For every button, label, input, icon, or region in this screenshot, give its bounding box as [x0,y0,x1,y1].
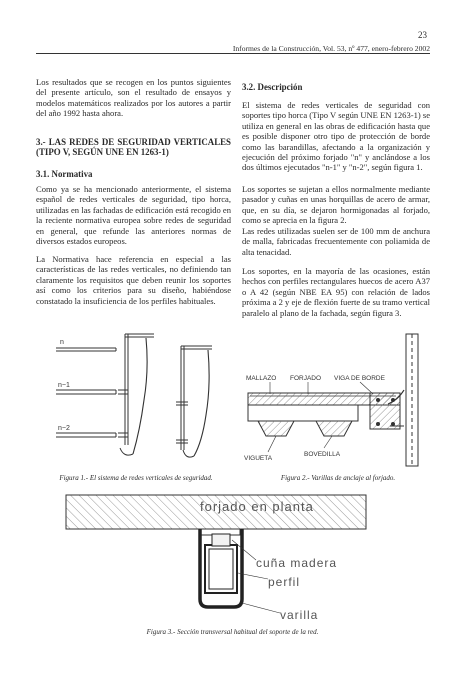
normativa-paragraph-1: Como ya se ha mencionado anteriormente, el sistema español de redes verticales de seguridad, tipo horca, utilizadas en las fachadas de edificación está recogido en la reciente normativa europea sobre redes de seguridad en general, que refunde las anteriores normas de diversos estados europeos. [36,184,231,247]
figure-3-drawing [60,485,405,625]
descripcion-paragraph-1: El sistema de redes verticales de seguridad con soportes tipo horca (Tipo V según UNE EN 1263-1) se utiliza en general en las obras de edificación hasta que es posible disponer otro tipo de protección de borde como las barandillas, afectando a la organización y ejecución del próximo forjado "n" y anclándose a los dos últimos ejecutados "n-1" y "n-2", según figura 1. [242,100,430,173]
label-mallazo: MALLAZO [246,375,277,382]
figure-2-caption: Figura 2.- Varillas de anclaje al forjado. [280,474,396,482]
slab-n-2 [56,433,116,437]
label-n2: n−2 [58,425,70,432]
label-forjado: FORJADO [290,375,322,382]
descripcion-paragraph-4: Los soportes, en la mayoría de las ocasiones, están hechos con perfiles rectangulares huecos de acero A37 o A 42 (según NBE EA 95) con relación de lados próxima a 2 y eje de flexión fuerte de su tramo vertical paralelo al plano de la fachada, según figura 3. [242,266,430,318]
figure-1-drawing [36,330,236,472]
normativa-paragraph-2: La Normativa hace referencia en especial a las características de las redes verticales, no definiendo tan claramente los requisitos que deben reunir los soportes así como los criterios para su diseño, habiéndose constatado la insuficiencia de los perfiles habituales. [36,254,231,306]
label-n1: n−1 [58,382,70,389]
section-heading: 3.- LAS REDES DE SEGURIDAD VERTICALES (TIPO V, SEGÚN UNE EN 1263-1) [36,137,231,158]
label-n: n [60,339,64,346]
label-bovedilla: BOVEDILLA [304,451,341,458]
header-rule [36,53,430,54]
descripcion-paragraph-3: Las redes utilizadas suelen ser de 100 mm de anchura de malla, fabricadas frecuentemente con poliamida de alta tenacidad. [242,226,430,257]
running-header: Informes de la Construcción, Vol. 53, nº 477, enero-febrero 2002 [232,44,430,53]
label-forjado-en-planta: forjado en planta [200,499,314,514]
intro-paragraph: Los resultados que se recogen en los puntos siguientes del presente artículo, son el resultado de ensayos y modelos matemáticos realizados por los autores a partir del año 1992 hasta ahora. [36,77,231,119]
label-vigueta: VIGUETA [244,455,273,462]
figure-3-caption: Figura 3.- Sección transversal habitual del soporte de la red. [146,628,319,636]
figure-1-caption: Figura 1.- El sistema de redes verticales de seguridad. [59,474,213,482]
subheading-normativa: 3.1. Normativa [36,169,93,179]
page-number: 23 [418,30,427,40]
label-perfil: perfil [268,575,301,589]
descripcion-paragraph-2: Los soportes se sujetan a ellos normalmente mediante pasador y cuñas en unas horquillas de acero de armar, que, en su día, se dejaron hormigonadas al forjado, como se aprecia en la figura 2. [242,184,430,226]
label-varilla: varilla [280,608,319,622]
slab-n-1 [56,390,116,394]
label-viga-de-borde: VIGA DE BORDE [334,375,385,382]
label-cuna-madera: cuña madera [256,556,338,570]
figure-2-drawing [238,330,438,472]
slab-n [56,348,116,351]
subheading-descripcion: 3.2. Descripción [242,82,303,92]
